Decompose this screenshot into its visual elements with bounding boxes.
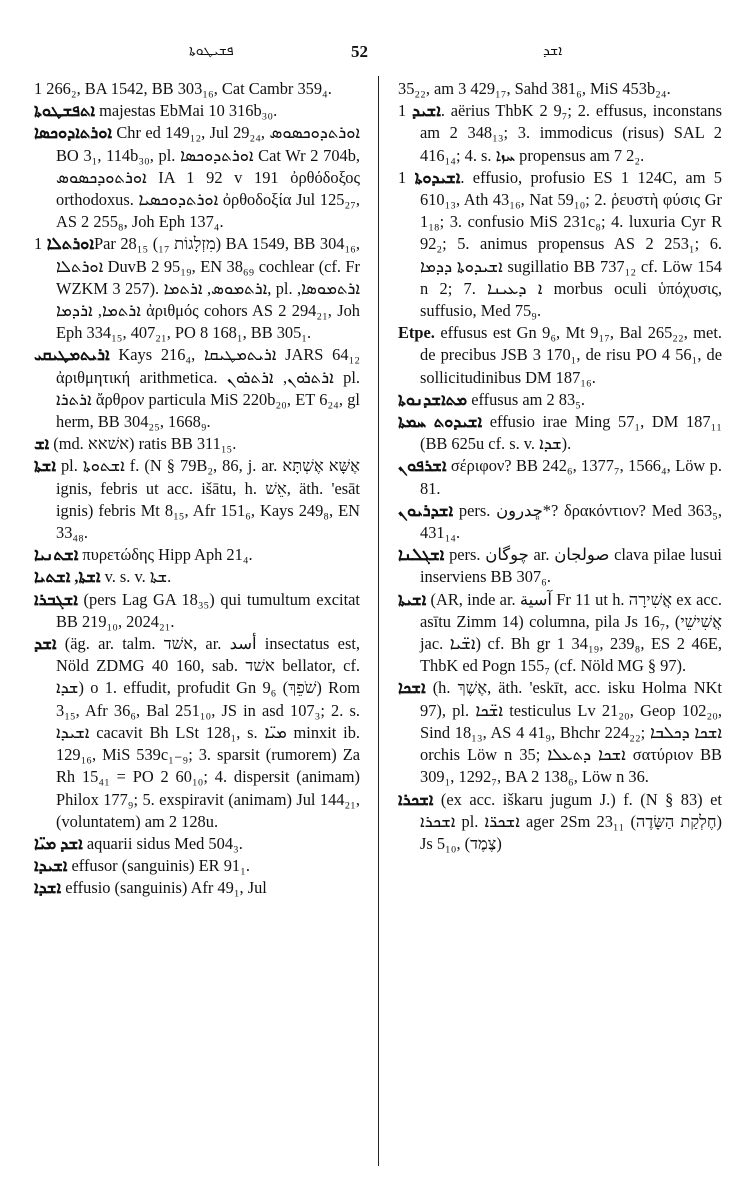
entry-headword: ܐܫܬܢܝܐ: [34, 545, 79, 565]
entry-text: majestas EbMai 10 316b₃₀.: [99, 101, 278, 121]
entry-text: (äg. ar. talm. אשׁד, ar. أسد insectatus est, Nöld ZDMG 40 160, sab. אשׁד bellator, cf. ܫܕܐ) o 1. effudit, profudit Gn 9₆ (שֹׁפֵךְ) Rom 3₁₅, Afr 36₆, Bal 251₁₀, JS in asd 107₃; 2. s. ܐܫܝܕܐ cacavit Bh LSt 128₁, s. ܡܝ̈ܐ minxit ib. 129₁₆, MiS 539c₁₋₉; 3. sparsit (rumorem) Za Rh 15₄₁ = PO 2 60₁₀; 4. dispersit (animam) Philox 177₉; 5. exspiravit (animam) Jul 144₂₁, (voluntatem) am 2 128u.: [56, 634, 361, 831]
dictionary-entry: [398, 544, 722, 588]
entry-headword: ܐܬܦܫܛܘܬܐ: [34, 101, 96, 121]
dictionary-entry: [398, 677, 722, 788]
entry-text: (pers Lag GA 18₃₅) qui tumultum excitat BB 219₁₀, 2024₂₁.: [56, 589, 360, 631]
entry-headword: ܐܫܕܐ: [34, 878, 62, 898]
dictionary-entry: [398, 455, 722, 499]
entry-headword: ܐܫܬܐ, ܐܫܬܝܐ: [34, 567, 101, 587]
dictionary-entry: [34, 433, 360, 455]
dictionary-entry: [34, 566, 360, 588]
dictionary-entry: [34, 233, 360, 344]
entry-headword: ܡܬܐܫܕܢܘܬܐ: [398, 389, 468, 409]
entry-text: effusus am 2 83₅.: [471, 389, 585, 409]
column-divider: [378, 76, 379, 1166]
entry-headword: ܐܫܬܐ: [34, 456, 56, 476]
page-number: 52: [351, 42, 368, 61]
dictionary-entry: [34, 122, 360, 233]
dictionary-entry: [34, 833, 360, 855]
entry-text: Chr ed 149₁₂, Jul 29₂₄, ܐܘܪܬܕܘܟܣܘܣ BO 3₁, 114b₃₀, pl. ܐܘܪܬܕܘܟܣܐ Cat Wr 2 704b, ܐܘܪܬܘܕܟܣܘܣ IA 1 92 v 191 ὀρθόδοξος orthodoxus. ܐܘܪܬܕܘܟܣܝܐ ὀρθοδοξία Jul 125₂₇, AS 2 255₈, Joh Eph 137₄.: [56, 123, 361, 232]
entry-text: effusus est Gn 9₆, Mt 9₁₇, Bal 265₂₂, met. de precibus JSB 3 170₁, de risu PO 4 56₁, de sollicitudinibus DM 187₁₆.: [420, 323, 722, 387]
dictionary-entry: [34, 344, 360, 433]
entry-headword: ܐܫܓܒܪܐ: [34, 589, 78, 609]
entry-headword: ܐܘܪܬܐܕܘܟܣܐ: [34, 123, 112, 143]
entry-text: v. s. v. ܫܬܐ.: [104, 567, 172, 587]
dictionary-entry: [398, 589, 722, 678]
dictionary-entry: [34, 455, 360, 544]
entry-text: πυρετώδης Hipp Aph 21₄.: [82, 545, 253, 565]
entry-text: (AR, inde ar. آسية Fr 11 ut h. אֲשִׁירָה ex acc. asītu Zimm 14) columna, pila Js 16₇, (אֲשִׁישֵׁי jac. ܐܫ̈ܝܐ) cf. Bh gr 1 34₁₉, 239₈, ES 2 46E, ThbK ed Pogn 155₇ (cf. Nöld MG § 97).: [420, 589, 722, 676]
entry-headword: ܐܫܕܪܝܘܢ: [398, 500, 454, 520]
dictionary-entry: [34, 544, 360, 566]
dictionary-entry: [398, 100, 722, 167]
left-column: [34, 78, 360, 900]
running-head-left: ܦܫܝܛܘܬܐ: [189, 44, 234, 59]
entry-headword: ܐܫܪܦܘܢ: [398, 456, 447, 476]
dictionary-entry: [34, 589, 360, 633]
dictionary-entry: [34, 633, 360, 833]
dictionary-entry: [398, 411, 722, 455]
entry-text: pers. چوگان ar. صولجان clava pilae lusui inserviens BB 307₆.: [420, 545, 722, 587]
dictionary-entry: [34, 877, 360, 899]
entry-headword: ܐܫܝܬܐ: [398, 589, 427, 609]
entry-text: aquarii sidus Med 504₃.: [86, 833, 243, 853]
entry-headword: ܐܘܪܬܠܐ: [46, 234, 94, 254]
entry-text: effusio (sanguinis) Afr 49₁, Jul: [65, 878, 267, 898]
entry-headword: ܐܫܓܠܢܐ: [398, 545, 445, 565]
entry-text: 35₂₂, am 3 429₁₇, Sahd 381₆, MiS 453b₂₄.: [398, 79, 671, 98]
entry-text: 1Par 28₁₅ (₁₇ מִזְלָגוֹת) BA 1549, BB 304₁₆, ܐܘܪܬܠܐ DuvB 2 95₁₉, EN 38₆₉ cochlear (cf. Fr WZKM 3 257). ܐܪܬܡܘܣ, ܐܪܬܡܐ, pl. ܐܪܬܡܘܣܐ, ܐܪܬܡܐ, ܐܪܕܡܐ ἀριθμός cohors AS 2 294₂₁, Joh Eph 334₁₅, 407₂₁, PO 8 168₁, BB 305₁.: [34, 234, 360, 343]
dictionary-entry: [34, 78, 360, 100]
entry-headword: ܐܫܝܕ: [412, 101, 441, 121]
right-column: [398, 78, 722, 855]
entry-headword: Etpe.: [398, 323, 435, 343]
dictionary-entry: [398, 167, 722, 322]
running-head-right: ܐܫܕ: [543, 44, 563, 59]
entry-text: pl. ܐܫܬܘܬܐ f. (N § 79B₂, 86, j. ar. אֶשָּׁא אֶשְׁתָּא ignis, febris ut acc. išātu, h. אֵשׁ, äth. 'esāt ignis) febris Mt 8₁₅, Afr 151₆, Kays 249₈, EN 33₄₈.: [56, 456, 360, 543]
entry-headword: ܐܫܟܪܐ: [398, 789, 434, 809]
dictionary-entry: [34, 855, 360, 877]
page-header: [34, 42, 716, 64]
entry-text: pers. ڇدرون*? δρακόντιον? Med 363₅, 431₁₄.: [420, 500, 722, 543]
entry-text: effusor (sanguinis) ER 91₁.: [71, 856, 250, 876]
entry-text: 1 266₂, BA 1542, BB 303₁₆, Cat Cambr 359₄.: [34, 79, 332, 98]
entry-text: (md. אשׁאא) ratis BB 311₁₅.: [53, 434, 237, 454]
entry-text: σέριφον? BB 242₆, 1377₇, 1566₄, Löw p. 81.: [420, 456, 722, 498]
entry-text: Kays 216₄, ܐܪܝܬܡܛܝܩܐ JARS 64₁₂ ἀριθμητική arithmetica. ܐܪܬܪܘܢ, ܐܪܬܪܘܢ pl. ܐܪܬܪܐ ἄρθρον particula MiS 220b₂₀, ET 6₂₄, gl herm, BB 304₂₅, 1668₉.: [56, 345, 360, 432]
entry-text: (ex acc. iškaru jugum J.) f. (N § 83) et ܐܫܟܪܐ pl. ܐܫܟܪ̈ܐ ager 2Sm 23₁₁ (חֶלְקַת הַשָּׂדֶה) Js 5₁₀, (צֶמֶד): [420, 789, 722, 853]
entry-headword: ܐܫ: [34, 434, 50, 454]
entry-headword: ܐܫܝܕܐ: [34, 856, 68, 876]
dictionary-entry: [398, 78, 722, 100]
entry-text: (h. אֶשֶׁךְ, äth. 'eskīt, acc. isku Holma NKt 97), pl. ܐܫ̈ܟܐ testiculus Lv 21₂₀, Geop 102₂₀, Sind 18₁₃, AS 4 41₉, Bhchr 224₂₂; ܐܫܟܐ ܕܟܠܒܐ orchis Löw n 35; ܐܫܟܐ ܕܬܥܠܐ σατύριον BB 309₁, 1292₇, BA 2 138₆, Löw n 36.: [420, 678, 723, 787]
entry-headword: ܐܫܕ ܡܝ̈ܐ: [34, 833, 83, 853]
entry-headword: ܐܫܝܕܘܬܐ: [414, 167, 461, 187]
dictionary-entry: [398, 322, 722, 389]
dictionary-entry: [398, 389, 722, 411]
dictionary-entry: [398, 789, 722, 856]
entry-text: 1. effusio, profusio ES 1 124C, am 5 610₁₃, Ath 43₁₆, Nat 59₁₀; 2. ῥευστὴ φύσις Gr 1₁₈; 3. confusio MiS 231c₈; 4. luxuria Cyr R 92₂; 5. animus propensus AS 2 253₁; 6. ܐܫܝܕܘܬܐ ܕܕܡܐ sugillatio BB 737₁₂ cf. Löw 154 n 2; 7. ܐ ܕܥܝܢܐ morbus oculi ὑπόχυσις, suffusio, Med 75₉.: [398, 167, 723, 321]
entry-headword: ܐܫܝܕܘܬ ܚܡܬܐ: [398, 412, 483, 432]
entry-headword: ܐܪܝܬܡܛܝܩܝ: [34, 345, 110, 365]
entry-headword: ܐܫܟܐ: [398, 678, 426, 698]
dictionary-entry: [398, 500, 722, 544]
dictionary-entry: [34, 100, 360, 122]
entry-text: effusio irae Ming 57₁, DM 187₁₁ (BB 625u cf. s. v. ܫܕܐ).: [420, 412, 722, 454]
entry-headword: ܐܫܕ: [34, 634, 57, 654]
entry-text: 1. aërius ThbK 2 9₇; 2. effusus, inconstans am 2 348₁₃; 3. immodicus (risus) SAL 2 416₁₄; 4. s. ܚܙܐ propensus am 7 2₂.: [398, 101, 722, 165]
